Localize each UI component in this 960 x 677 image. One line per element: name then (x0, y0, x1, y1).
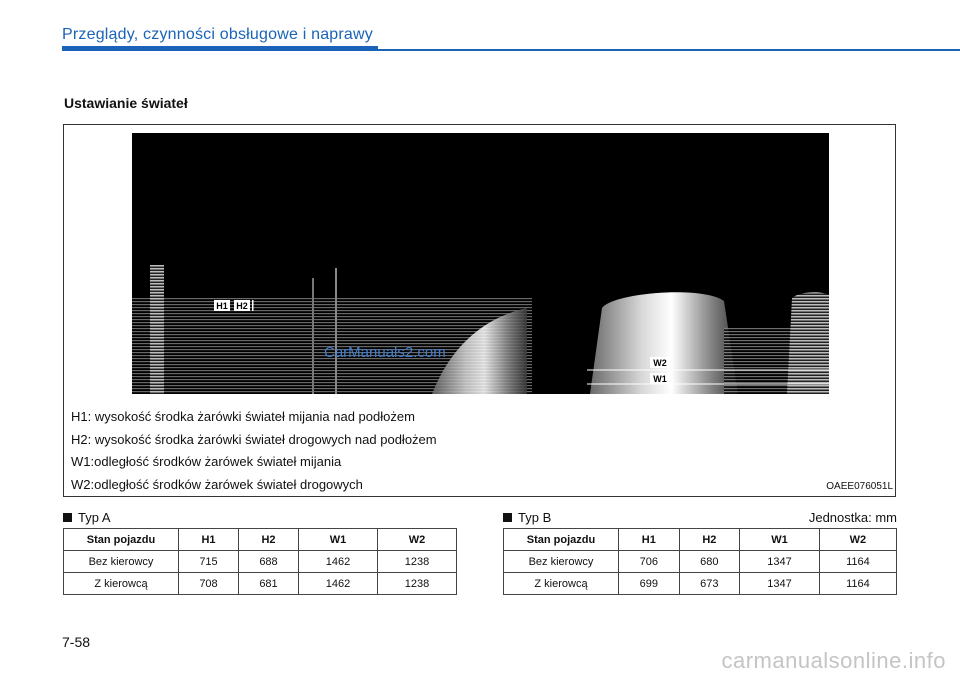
table-cell: 706 (619, 551, 680, 573)
header-cell: H2 (679, 529, 740, 551)
label-h2 (234, 300, 250, 311)
table-cell: Bez kierowcy (504, 551, 619, 573)
table-cell: 1164 (819, 551, 896, 573)
watermark-text: CarManuals2.com (324, 344, 446, 361)
table-row (64, 551, 457, 573)
page-header-title: Przeglądy, czynności obsługowe i naprawy (62, 26, 373, 43)
table-cell: Z kierowcą (64, 573, 179, 595)
table-b (503, 528, 897, 595)
legend-item: W2:odległość środków żarówek świateł drogowych (71, 476, 363, 492)
header-cell: Stan pojazdu (64, 529, 179, 551)
table-row (504, 551, 897, 573)
table-cell: 1164 (819, 573, 896, 595)
header-cell: H2 (239, 529, 299, 551)
table-cell: 708 (179, 573, 239, 595)
table-cell: Z kierowcą (504, 573, 619, 595)
footer-watermark-url[interactable]: carmanualsonline.info (721, 648, 946, 673)
label-tick (252, 300, 254, 311)
table-cell: 681 (239, 573, 299, 595)
legend-item: H2: wysokość środka żarówki świateł drogowych nad podłożem (71, 431, 437, 447)
svg-text:W2: W2 (653, 358, 667, 368)
unit-label: Jednostka: mm (808, 510, 897, 525)
legend-item: W1:odległość środków żarówek świateł mijania (71, 454, 342, 469)
svg-text:H1: H1 (216, 301, 228, 311)
table-row (504, 573, 897, 595)
square-bullet-icon (63, 513, 72, 522)
header-cell: H1 (619, 529, 680, 551)
table-type-b-heading (503, 510, 897, 528)
header-cell: W2 (819, 529, 896, 551)
table-cell: 1462 (299, 551, 378, 573)
square-bullet-icon (503, 513, 512, 522)
svg-text:W1: W1 (653, 374, 667, 384)
table-a (63, 528, 457, 595)
table-cell: 673 (679, 573, 740, 595)
vertical-line (312, 278, 314, 394)
table-cell: 699 (619, 573, 680, 595)
table-cell: 1238 (377, 551, 456, 573)
headlight-diagram-svg (132, 133, 829, 394)
left-pillar (150, 265, 164, 394)
legend-item: H1: wysokość środka żarówki świateł mijania nad podłożem (71, 409, 415, 424)
header-cell: W1 (299, 529, 378, 551)
label-w2 (650, 357, 670, 368)
table-type-b (503, 510, 897, 595)
table-header-row (504, 529, 897, 551)
headlight-diagram-image (132, 133, 829, 394)
vertical-line (335, 268, 337, 394)
table-type-a-title: Typ A (78, 510, 111, 525)
right-pillar (787, 292, 829, 394)
table-cell: 1347 (740, 551, 820, 573)
table-cell: 680 (679, 551, 740, 573)
label-w1 (650, 373, 670, 384)
table-header-row (64, 529, 457, 551)
page-number: 7-58 (62, 634, 91, 650)
table-cell: Bez kierowcy (64, 551, 179, 573)
table-cell: 1347 (740, 573, 820, 595)
header-rule-accent (62, 46, 378, 51)
figure-legend (71, 406, 437, 496)
label-h1 (214, 300, 230, 311)
table-type-a-heading (63, 510, 457, 528)
table-type-b-title: Typ B (518, 510, 552, 525)
header-cell: Stan pojazdu (504, 529, 619, 551)
svg-text:H2: H2 (236, 301, 248, 311)
header-cell: W2 (377, 529, 456, 551)
table-cell: 688 (239, 551, 299, 573)
table-cell: 1238 (377, 573, 456, 595)
table-row (64, 573, 457, 595)
table-cell: 715 (179, 551, 239, 573)
table-type-a (63, 510, 457, 595)
section-title: Ustawianie świateł (64, 95, 188, 111)
table-cell: 1462 (299, 573, 378, 595)
figure-code: OAEE076051L (826, 481, 893, 492)
header-cell: H1 (179, 529, 239, 551)
header-cell: W1 (740, 529, 820, 551)
